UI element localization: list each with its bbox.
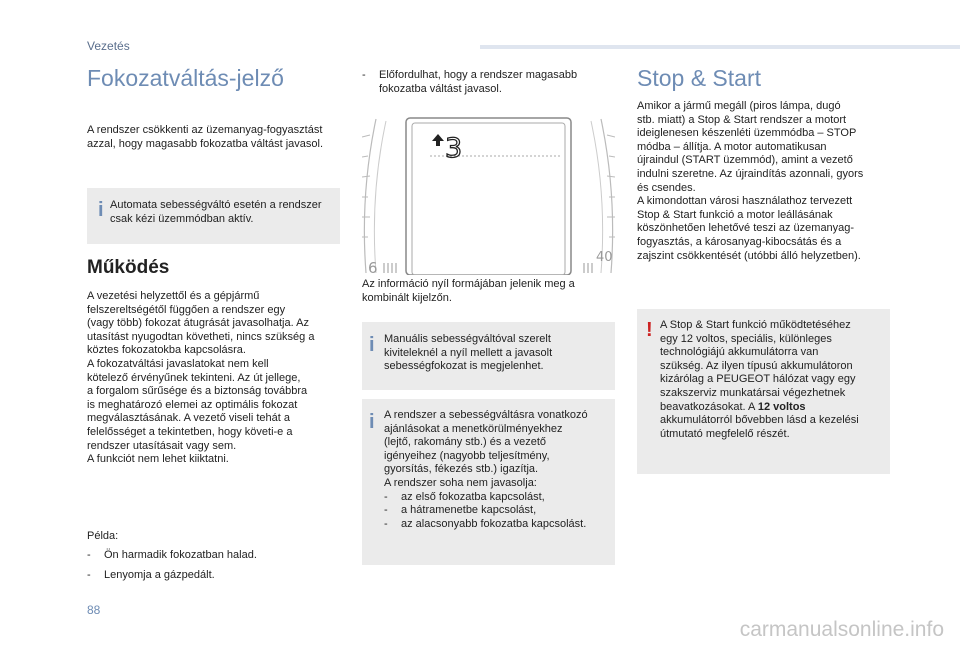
warning-line: szükség. Az ilyen típusú akkumulátoron <box>660 359 853 372</box>
not-recommended-item: - az első fokozatba kapcsolást, <box>384 491 612 505</box>
body-line: és csendes. <box>637 181 696 194</box>
note-line: kiviteleknél a nyíl mellett a javasolt <box>384 346 553 359</box>
right-title: Stop & Start <box>637 65 762 91</box>
manual-gearbox-note-text <box>384 333 609 374</box>
info-note-text: Automata sebességváltó esetén a rendszer csak kézi üzemmódban aktív. <box>110 199 322 225</box>
body-line: köztes fokozatokba kapcsolásra. <box>87 344 246 357</box>
body-line: kötelező érvényűnek tekinteni. Az út jellege, <box>87 371 301 384</box>
instrument-display-illustration <box>362 115 615 275</box>
left-body <box>87 290 347 467</box>
body-line: köszönhetően lehetővé teszi az üzemanyag- <box>637 222 855 235</box>
note-line: A rendszer a sebességváltásra vonatkozó <box>384 409 588 421</box>
body-line: fogyasztás, a károsanyag-kibocsátás és a <box>637 235 842 248</box>
warning-line: kizárólag a PEUGEOT hálózat vagy egy <box>660 373 856 386</box>
warning-line: akkumulátorról bővebben lásd a kezelési <box>660 414 859 427</box>
info-note-box <box>87 188 340 244</box>
info-icon: i <box>98 199 104 221</box>
caption-line: kombinált kijelzőn. <box>362 291 452 304</box>
body-line: Stop & Start funkció a motor leállásának <box>637 208 833 221</box>
left-title: Fokozatváltás-jelző <box>87 65 284 91</box>
body-line: A vezetési helyzettől és a gépjármű <box>87 290 260 302</box>
gauge-right-number: 40 <box>596 250 613 265</box>
gauge-left-number: 6 <box>368 259 378 275</box>
note-line: igényeihez (nagyobb teljesítmény, <box>384 449 550 462</box>
upshift-arrow-icon <box>432 134 444 146</box>
section-label: Vezetés <box>87 39 130 53</box>
note-line: (lejtő, rakomány stb.) és a vezető <box>384 436 547 449</box>
instrument-display-svg <box>362 115 615 275</box>
info-icon: i <box>369 334 375 356</box>
display-caption <box>362 278 615 305</box>
example-label: Példa: <box>87 530 119 542</box>
warning-line: szakszerviz munkatársai végezhetnek <box>660 386 846 399</box>
warning-line: útmutató megfelelő részét. <box>660 427 790 440</box>
manual-gearbox-note-box <box>362 322 615 390</box>
right-body <box>637 100 897 263</box>
warning-bold-text: 12 voltos <box>757 400 806 413</box>
warning-note-text <box>660 319 885 441</box>
body-line: megválasztásának. A vezető viseli tehát a <box>87 412 291 425</box>
left-intro: A rendszer csökkenti az üzemanyag-fogyasztást azzal, hogy magasabb fokozatba váltást javasol. <box>87 124 324 150</box>
note-line: A rendszer soha nem javasolja: <box>384 476 537 489</box>
gear-number: 3 <box>445 133 463 164</box>
example-item: - Lenyomja a gázpedált. <box>87 569 347 583</box>
warning-line <box>660 401 885 415</box>
warning-line: technológiájú akkumulátorra van <box>660 346 819 359</box>
not-recommended-item: - az alacsonyabb fokozatba kapcsolást. <box>384 518 612 532</box>
header-bar <box>480 45 960 49</box>
body-line: ideiglenesen készenléti üzemmódba – STOP <box>637 127 857 140</box>
example-list <box>87 549 347 582</box>
not-recommended-item: - a hátramenetbe kapcsolást, <box>384 504 612 518</box>
page-number: 88 <box>87 603 101 617</box>
body-line: zajszint csökkentését (utóbbi álló helyzetben). <box>637 249 861 262</box>
body-line: utasítást nyugodtan követheti, nincs szükség a <box>87 330 315 343</box>
info-icon: i <box>369 411 375 433</box>
body-line: A kimondottan városi használathoz tervezett <box>637 195 853 208</box>
body-line: felelősséget a tekintetben, hogy követi-e a <box>87 425 293 438</box>
note-line: ajánlásokat a menetkörülményekhez <box>384 422 563 435</box>
body-line: Amikor a jármű megáll (piros lámpa, dugó <box>637 100 841 112</box>
left-subtitle: Működés <box>87 257 170 278</box>
body-line: stb. miatt) a Stop & Start rendszer a motort <box>637 113 847 126</box>
body-line: (vagy több) fokozat átugrását javasolhatja. Az <box>87 317 309 330</box>
note-line: gyorsítás, fékezés stb.) igazítja. <box>384 463 539 476</box>
top-item-line: - Előfordulhat, hogy a rendszer magasabb <box>379 69 578 81</box>
body-line: a forgalom sűrűsége és a biztonság továbbra <box>87 385 308 398</box>
warning-line: egy 12 voltos, speciális, különleges <box>660 332 832 345</box>
note-line: sebességfokozat is megjelenhet. <box>384 360 544 373</box>
body-line: is meghatározó elemei az optimális fokozat <box>87 398 298 411</box>
recommendation-note-text <box>384 409 612 531</box>
body-line: felszereltségétől függően a rendszer egy <box>87 303 286 316</box>
body-line: indulni szeretne. Az újraindítás azonnali, gyors <box>637 167 864 180</box>
example-item: - Ön harmadik fokozatban halad. <box>87 549 347 563</box>
note-line: Manuális sebességváltóval szerelt <box>384 333 551 345</box>
middle-top-list <box>362 69 612 96</box>
watermark: carmanualsonline.info <box>739 618 944 641</box>
middle-top-item <box>362 69 612 96</box>
caption-line: Az információ nyíl formájában jelenik meg a <box>362 278 575 290</box>
not-recommended-list <box>384 491 612 532</box>
recommendation-note-box <box>362 399 615 565</box>
body-line: A funkciót nem lehet kiiktatni. <box>87 453 229 466</box>
top-item-line: fokozatba váltást javasol. <box>379 82 502 95</box>
warning-line: A Stop & Start funkció működtetéséhez <box>660 319 851 331</box>
body-line: A fokozatváltási javaslatokat nem kell <box>87 357 269 370</box>
warning-icon: ! <box>646 319 653 341</box>
body-line: rendszer utasításait vagy sem. <box>87 439 237 452</box>
warning-note-box <box>637 309 890 474</box>
warning-line-start: beavatkozásokat. A <box>660 400 758 413</box>
body-line: újraindul (START üzemmód), amint a vezető <box>637 154 853 167</box>
body-line: módba – állítja. A motor automatikusan <box>637 140 827 153</box>
